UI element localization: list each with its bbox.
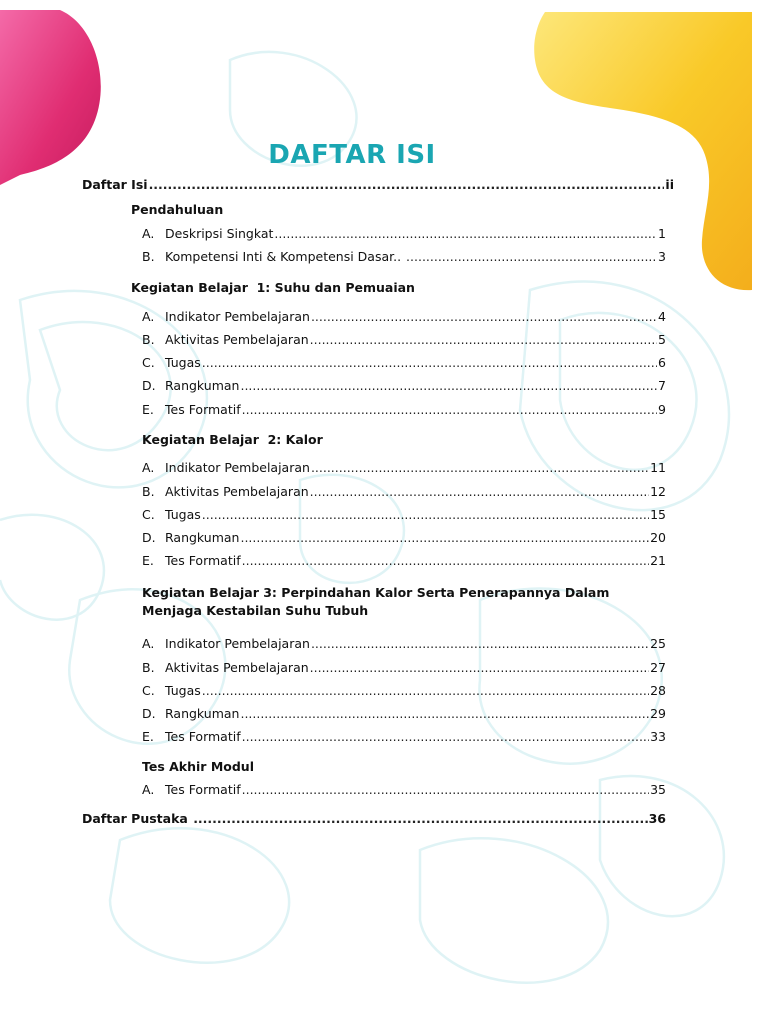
section-heading-tes-akhir: Tes Akhir Modul [142,759,254,774]
toc-entry[interactable] [142,553,666,568]
toc-leader [202,507,649,522]
toc-entry[interactable] [142,636,666,651]
toc-entry[interactable] [142,484,666,499]
toc-letter: D. [142,378,156,393]
toc-leader [242,782,649,797]
toc-leader [240,706,649,721]
toc-label: Tes Formatif [165,402,241,417]
toc-entry[interactable] [142,378,666,393]
toc-leader [240,530,649,545]
toc-letter: E. [142,402,154,417]
toc-page: 21 [650,553,666,568]
toc-page: 27 [650,660,666,675]
toc-entry[interactable] [142,355,666,370]
toc-page: 29 [650,706,666,721]
toc-label: Tugas [165,355,201,370]
toc-entry[interactable] [142,249,666,264]
toc-leader [311,636,649,651]
toc-label: Tugas [165,507,201,522]
toc-leader [193,811,647,826]
toc-entry-daftar-pustaka[interactable] [82,811,666,826]
toc-letter: C. [142,355,155,370]
section-heading-kb1: Kegiatan Belajar 1: Suhu dan Pemuaian [131,280,415,295]
toc-label: Deskripsi Singkat [165,226,274,241]
toc-leader [202,683,649,698]
toc-page: ii [665,177,674,192]
toc-label: Rangkuman [165,530,240,545]
toc-page: 25 [650,636,666,651]
toc-page: 6 [658,355,666,370]
toc-label: Tugas [165,683,201,698]
toc-label: Tes Formatif [165,553,241,568]
toc-letter: E. [142,553,154,568]
toc-label: Daftar Pustaka [82,811,193,826]
toc-label: Tes Formatif [165,729,241,744]
toc-letter: D. [142,706,156,721]
toc-leader [274,226,657,241]
toc-letter: B. [142,332,155,347]
toc-label: Indikator Pembelajaran [165,460,310,475]
toc-leader [242,402,657,417]
toc-label: Aktivitas Pembelajaran [165,332,309,347]
toc-letter: A. [142,226,155,241]
toc-page: 28 [650,683,666,698]
toc-letter: B. [142,484,155,499]
toc-letter: A. [142,460,155,475]
toc-entry[interactable] [142,460,666,475]
toc-page: 3 [658,249,666,264]
page-title: DAFTAR ISI [268,140,436,170]
toc-page: 33 [650,729,666,744]
toc-page: 9 [658,402,666,417]
toc-leader [311,460,649,475]
toc-entry[interactable] [142,729,666,744]
toc-page: 4 [658,309,666,324]
toc-leader [310,332,657,347]
toc-entry[interactable] [142,706,666,721]
toc-leader [311,309,657,324]
toc-label: Daftar Isi [82,177,148,192]
section-heading-kb3-line2: Menjaga Kestabilan Suhu Tubuh [142,603,369,618]
toc-leader [242,729,649,744]
toc-leader [406,249,657,264]
toc-letter: B. [142,660,155,675]
toc-letter: A. [142,309,155,324]
toc-page: 5 [658,332,666,347]
toc-label: Kompetensi Inti & Kompetensi Dasar.. [165,249,406,264]
toc-entry[interactable] [142,309,666,324]
toc-page: 11 [650,460,666,475]
toc-entry[interactable] [142,782,666,797]
toc-letter: C. [142,683,155,698]
toc-entry[interactable] [142,530,666,545]
toc-page: 15 [650,507,666,522]
toc-entry[interactable] [142,402,666,417]
toc-label: Rangkuman [165,378,240,393]
toc-label: Indikator Pembelajaran [165,636,310,651]
toc-letter: A. [142,782,155,797]
toc-entry[interactable] [142,332,666,347]
toc-page: 35 [650,782,666,797]
toc-label: Indikator Pembelajaran [165,309,310,324]
toc-leader [310,484,649,499]
toc-label: Aktivitas Pembelajaran [165,484,309,499]
toc-letter: E. [142,729,154,744]
toc-entry[interactable] [142,226,666,241]
toc-label: Rangkuman [165,706,240,721]
toc-page: 7 [658,378,666,393]
toc-leader [242,553,649,568]
section-heading-pendahuluan: Pendahuluan [131,202,224,217]
toc-page: 1 [658,226,666,241]
toc-page: 12 [650,484,666,499]
toc-leader [310,660,649,675]
toc-leader [202,355,657,370]
toc-page: 36 [648,811,666,826]
toc-entry-daftar-isi[interactable] [82,177,674,192]
toc-entry[interactable] [142,683,666,698]
toc-label: Aktivitas Pembelajaran [165,660,309,675]
toc-letter: A. [142,636,155,651]
section-heading-kb2: Kegiatan Belajar 2: Kalor [142,432,323,447]
toc-label: Tes Formatif [165,782,241,797]
toc-leader [240,378,657,393]
toc-entry[interactable] [142,507,666,522]
toc-letter: C. [142,507,155,522]
toc-page: 20 [650,530,666,545]
toc-leader [149,177,665,192]
toc-letter: D. [142,530,156,545]
toc-letter: B. [142,249,155,264]
section-heading-kb3-line1: Kegiatan Belajar 3: Perpindahan Kalor Serta Penerapannya Dalam [142,585,610,600]
toc-entry[interactable] [142,660,666,675]
